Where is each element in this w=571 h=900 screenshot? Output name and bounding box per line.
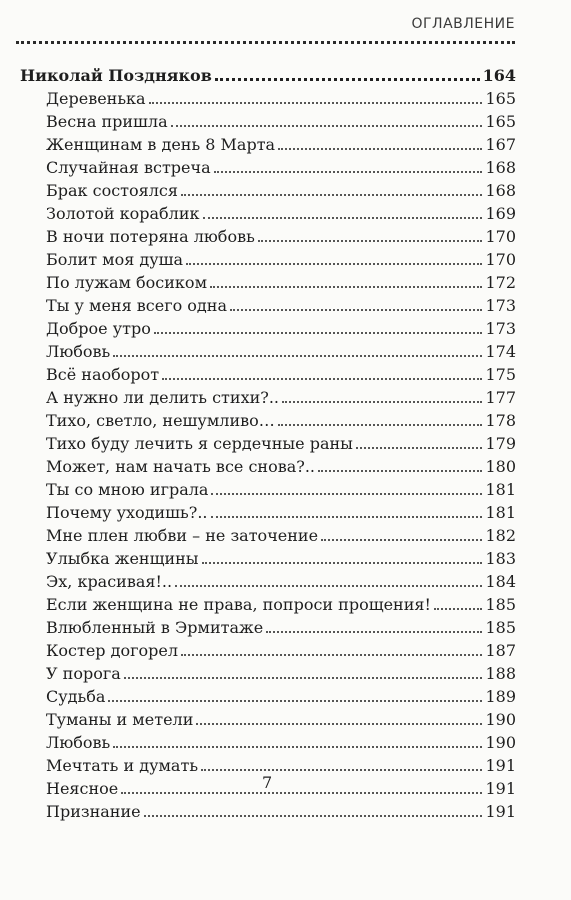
dot-leader xyxy=(175,585,482,587)
entry-page-number: 167 xyxy=(485,135,516,154)
toc-entry xyxy=(20,202,516,225)
entry-title: В ночи потеряна любовь xyxy=(46,227,255,246)
entry-page-number: 173 xyxy=(485,296,516,315)
toc-entry xyxy=(20,501,516,524)
entry-title: Тихо, светло, нешумливо… xyxy=(46,411,275,430)
toc-entry xyxy=(20,685,516,708)
entry-title: Костер догорел xyxy=(46,641,178,660)
dot-leader xyxy=(181,194,482,196)
entry-title: Болит моя душа xyxy=(46,250,184,269)
entry-page-number: 191 xyxy=(485,756,516,775)
toc-entry xyxy=(20,432,516,455)
dot-leader xyxy=(282,401,482,403)
toc-entry xyxy=(20,639,516,662)
running-header: ОГЛАВЛЕНИЕ xyxy=(411,16,515,32)
entry-page-number: 182 xyxy=(485,526,516,545)
entry-page-number: 181 xyxy=(485,503,516,522)
toc-entry xyxy=(20,800,516,823)
entry-page-number: 191 xyxy=(485,802,516,821)
author-name: Николай Поздняков xyxy=(20,66,212,85)
entry-title: Мне плен любви – не заточение xyxy=(46,526,319,545)
entry-title: Неясное xyxy=(46,779,119,798)
dot-leader xyxy=(321,539,482,541)
toc-entry xyxy=(20,363,516,386)
entry-page-number: 190 xyxy=(485,710,516,729)
dot-leader xyxy=(149,102,483,104)
entry-page-number: 170 xyxy=(485,227,516,246)
entry-page-number: 165 xyxy=(485,89,516,108)
entry-title: Влюбленный в Эрмитаже xyxy=(46,618,264,637)
dot-leader xyxy=(356,447,483,449)
entry-page-number: 177 xyxy=(485,388,516,407)
entry-title: У порога xyxy=(46,664,121,683)
dot-leader xyxy=(181,654,482,656)
toc-entry xyxy=(20,478,516,501)
entry-title: Может, нам начать все снова?.. xyxy=(46,457,316,476)
entry-title: А нужно ли делить стихи?.. xyxy=(46,388,280,407)
entry-page-number: 183 xyxy=(485,549,516,568)
entry-page-number: 184 xyxy=(485,572,516,591)
entry-title: Любовь xyxy=(46,342,111,361)
toc-entry xyxy=(20,87,516,110)
toc-entry xyxy=(20,225,516,248)
dot-leader xyxy=(113,746,482,748)
entry-page-number: 168 xyxy=(485,158,516,177)
entry-title: Доброе утро xyxy=(46,319,151,338)
toc-entries xyxy=(20,87,516,823)
dot-leader xyxy=(278,148,482,150)
entry-title: Эх, красивая!.. xyxy=(46,572,173,591)
entry-title: По лужам босиком xyxy=(46,273,208,292)
entry-title: Мечтать и думать xyxy=(46,756,199,775)
entry-title: Ты у меня всего одна xyxy=(46,296,227,315)
entry-page-number: 189 xyxy=(485,687,516,706)
toc-entry xyxy=(20,133,516,156)
entry-title: Ты со мною играла xyxy=(46,480,209,499)
entry-title: Тихо буду лечить я сердечные раны xyxy=(46,434,353,453)
dot-leader xyxy=(171,125,483,127)
dot-leader xyxy=(211,493,482,495)
dot-leader xyxy=(196,723,482,725)
header-dotted-rule xyxy=(16,41,515,44)
toc-entry xyxy=(20,317,516,340)
entry-page-number: 175 xyxy=(485,365,516,384)
dot-leader xyxy=(211,516,483,518)
entry-page-number: 170 xyxy=(485,250,516,269)
entry-title: Улыбка женщины xyxy=(46,549,199,568)
dot-leader xyxy=(203,217,483,219)
toc-entry xyxy=(20,271,516,294)
toc-author-row xyxy=(20,64,516,87)
dot-leader xyxy=(278,424,483,426)
entry-title: Брак состоялся xyxy=(46,181,178,200)
entry-page-number: 178 xyxy=(485,411,516,430)
toc-entry xyxy=(20,409,516,432)
entry-title: Любовь xyxy=(46,733,111,752)
entry-title: Золотой кораблик xyxy=(46,204,200,223)
author-page-number: 164 xyxy=(482,66,516,85)
entry-page-number: 185 xyxy=(485,618,516,637)
toc-entry xyxy=(20,547,516,570)
toc-entry xyxy=(20,708,516,731)
entry-title: Судьба xyxy=(46,687,106,706)
dot-leader xyxy=(266,631,482,633)
dot-leader xyxy=(210,286,482,288)
entry-page-number: 168 xyxy=(485,181,516,200)
entry-page-number: 165 xyxy=(485,112,516,131)
entry-title: Случайная встреча xyxy=(46,158,211,177)
dot-leader xyxy=(121,792,482,794)
entry-page-number: 187 xyxy=(485,641,516,660)
dot-leader xyxy=(214,171,483,173)
entry-page-number: 181 xyxy=(485,480,516,499)
dot-leader xyxy=(201,769,482,771)
dot-leader xyxy=(144,815,483,817)
toc-entry xyxy=(20,156,516,179)
toc-entry xyxy=(20,248,516,271)
entry-page-number: 173 xyxy=(485,319,516,338)
entry-page-number: 190 xyxy=(485,733,516,752)
dot-leader xyxy=(162,378,482,380)
dot-leader xyxy=(113,355,482,357)
toc-entry xyxy=(20,110,516,133)
dot-leader xyxy=(202,562,483,564)
dot-leader xyxy=(124,677,483,679)
entry-title: Признание xyxy=(46,802,141,821)
toc-entry xyxy=(20,662,516,685)
dot-leader xyxy=(318,470,482,472)
table-of-contents xyxy=(20,64,516,823)
dot-leader xyxy=(154,332,483,334)
entry-page-number: 180 xyxy=(485,457,516,476)
toc-entry xyxy=(20,179,516,202)
dot-leader xyxy=(258,240,483,242)
entry-title: Почему уходишь?.. xyxy=(46,503,208,522)
entry-page-number: 191 xyxy=(485,779,516,798)
toc-entry xyxy=(20,524,516,547)
entry-page-number: 185 xyxy=(485,595,516,614)
entry-title: Женщинам в день 8 Марта xyxy=(46,135,276,154)
toc-entry xyxy=(20,570,516,593)
dot-leader xyxy=(434,608,483,610)
entry-title: Если женщина не права, попроси прощения! xyxy=(46,595,431,614)
entry-title: Весна пришла xyxy=(46,112,168,131)
toc-entry xyxy=(20,455,516,478)
entry-title: Деревенька xyxy=(46,89,146,108)
toc-entry xyxy=(20,386,516,409)
dot-leader xyxy=(108,700,482,702)
dot-leader xyxy=(230,309,482,311)
toc-entry xyxy=(20,593,516,616)
dot-leader xyxy=(186,263,482,265)
toc-entry xyxy=(20,294,516,317)
entry-page-number: 174 xyxy=(485,342,516,361)
dot-leader xyxy=(215,78,480,81)
entry-page-number: 188 xyxy=(485,664,516,683)
toc-entry xyxy=(20,340,516,363)
page-number: 7 xyxy=(262,773,273,792)
entry-page-number: 179 xyxy=(485,434,516,453)
entry-page-number: 172 xyxy=(485,273,516,292)
toc-entry xyxy=(20,616,516,639)
toc-entry xyxy=(20,731,516,754)
entry-title: Туманы и метели xyxy=(46,710,194,729)
entry-page-number: 169 xyxy=(485,204,516,223)
entry-title: Всё наоборот xyxy=(46,365,160,384)
